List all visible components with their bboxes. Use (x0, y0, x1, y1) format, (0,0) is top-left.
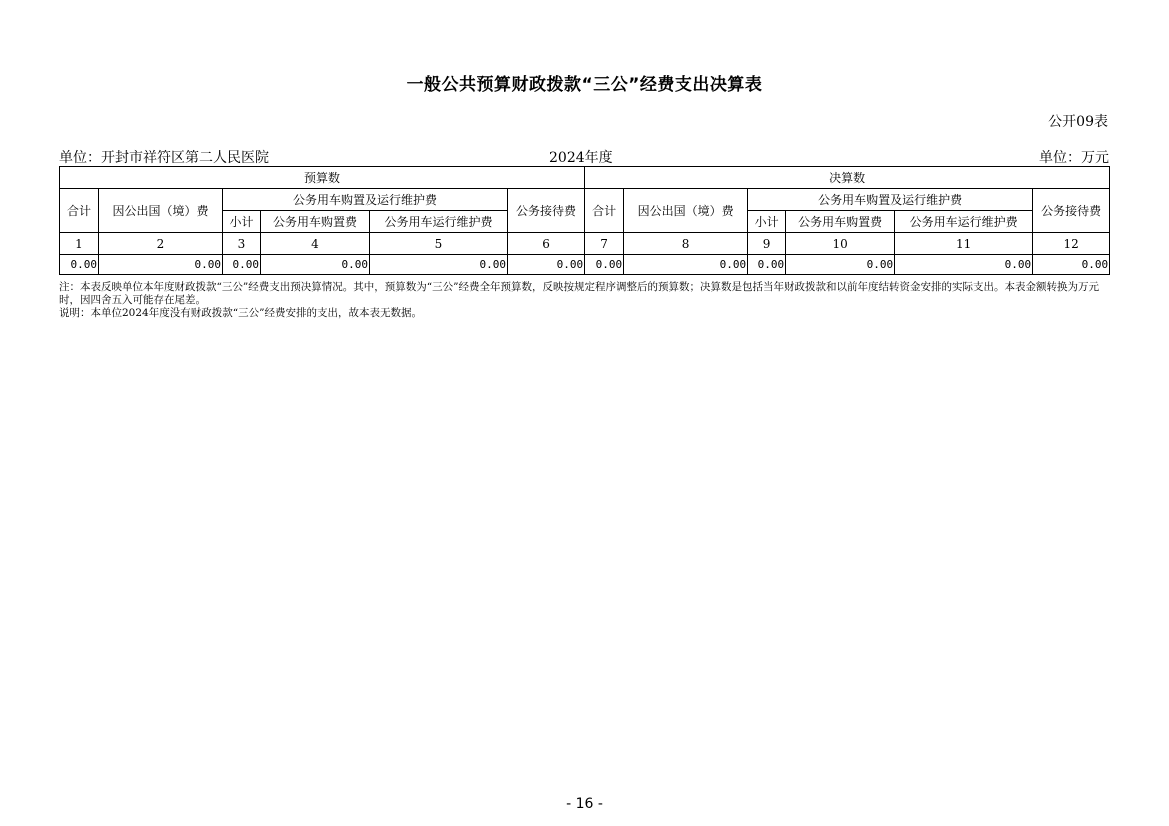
column-number: 4 (261, 233, 370, 255)
table-number: 公开09表 (1048, 114, 1108, 130)
final-vehicle-operation-header: 公务用车运行维护费 (895, 211, 1033, 233)
page-number: - 16 - (566, 796, 603, 812)
final-subtotal-header: 小计 (748, 211, 786, 233)
value-cell: 0.00 (1033, 255, 1110, 275)
value-cell: 0.00 (370, 255, 508, 275)
column-number: 1 (60, 233, 99, 255)
fiscal-year: 2024年度 (549, 150, 613, 166)
value-cell: 0.00 (60, 255, 99, 275)
budget-subtotal-header: 小计 (223, 211, 261, 233)
explanation-text: 说明：本单位2024年度没有财政拨款“三公”经费安排的支出，故本表无数据。 (59, 307, 422, 319)
header-row-categories (60, 189, 1110, 211)
value-cell: 0.00 (895, 255, 1033, 275)
value-cell: 0.00 (99, 255, 223, 275)
note-text: 注：本表反映单位本年度财政拨款“三公”经费支出预决算情况。其中，预算数为“三公”经费全年预算数，反映按规定程序调整后的预算数；决算数是包括当年财政拨款和以前年度结转资金安排的实际支出。本表金额转换为万元时，因四舍五入可能存在尾差。 (59, 281, 1099, 306)
column-number: 7 (585, 233, 624, 255)
column-number: 10 (786, 233, 895, 255)
unit-organization: 单位：开封市祥符区第二人民医院 (59, 150, 269, 166)
column-number: 2 (99, 233, 223, 255)
budget-reception-header: 公务接待费 (508, 189, 585, 233)
budget-vehicle-operation-header: 公务用车运行维护费 (370, 211, 508, 233)
final-abroad-header: 因公出国（境）费 (624, 189, 748, 233)
data-row (60, 255, 1110, 275)
final-reception-header: 公务接待费 (1033, 189, 1110, 233)
column-number-row (60, 233, 1110, 255)
value-cell: 0.00 (223, 255, 261, 275)
column-number: 5 (370, 233, 508, 255)
final-total-header: 合计 (585, 189, 624, 233)
final-header: 决算数 (585, 167, 1110, 189)
value-cell: 0.00 (786, 255, 895, 275)
currency-unit: 单位：万元 (1039, 150, 1109, 166)
budget-total-header: 合计 (60, 189, 99, 233)
budget-header: 预算数 (60, 167, 585, 189)
budget-vehicle-purchase-header: 公务用车购置费 (261, 211, 370, 233)
column-number: 11 (895, 233, 1033, 255)
notes-section (59, 281, 1111, 320)
value-cell: 0.00 (508, 255, 585, 275)
final-vehicle-header: 公务用车购置及运行维护费 (748, 189, 1033, 211)
column-number: 8 (624, 233, 748, 255)
column-number: 6 (508, 233, 585, 255)
header-row-group (60, 167, 1110, 189)
unit-row (59, 147, 1109, 165)
budget-abroad-header: 因公出国（境）费 (99, 189, 223, 233)
column-number: 9 (748, 233, 786, 255)
final-vehicle-purchase-header: 公务用车购置费 (786, 211, 895, 233)
three-public-expenses-table (59, 166, 1110, 275)
value-cell: 0.00 (748, 255, 786, 275)
value-cell: 0.00 (261, 255, 370, 275)
column-number: 12 (1033, 233, 1110, 255)
page-title: 一般公共预算财政拨款“三公”经费支出决算表 (406, 75, 763, 95)
budget-vehicle-header: 公务用车购置及运行维护费 (223, 189, 508, 211)
value-cell: 0.00 (585, 255, 624, 275)
column-number: 3 (223, 233, 261, 255)
value-cell: 0.00 (624, 255, 748, 275)
